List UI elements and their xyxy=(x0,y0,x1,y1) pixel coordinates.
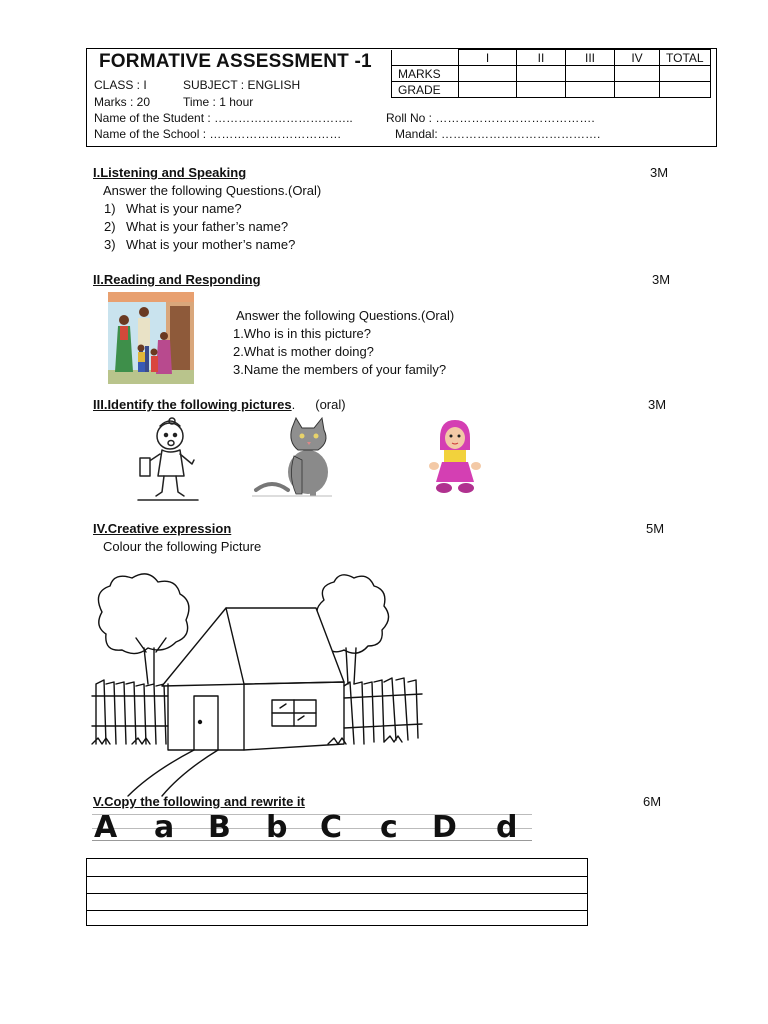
section-3-note: (oral) xyxy=(315,397,346,412)
column-header: I xyxy=(459,50,517,66)
section-5-marks: 6M xyxy=(643,794,662,809)
column-header: TOTAL xyxy=(660,50,711,66)
column-header: IV xyxy=(615,50,660,66)
row-header: GRADE xyxy=(392,82,459,98)
roll-number-field: Roll No : …………………………………. xyxy=(386,111,595,125)
mandal-field: Mandal: …………………………………. xyxy=(395,127,601,141)
section-3-marks: 3M xyxy=(648,397,667,412)
student-name-field: Name of the Student : …………………………….. xyxy=(94,111,353,125)
column-header: III xyxy=(566,50,615,66)
question-item: 1.Who is in this picture? xyxy=(233,326,372,341)
subject-label: SUBJECT : ENGLISH xyxy=(183,78,301,92)
section-3-title: III.Identify the following pictures xyxy=(93,397,292,412)
section-4-marks: 5M xyxy=(646,521,665,536)
letter-uppercase-d: D xyxy=(432,810,457,845)
question-item: 2.What is mother doing? xyxy=(233,344,374,359)
alphabet-letters xyxy=(92,810,532,846)
page-title: FORMATIVE ASSESSMENT -1 xyxy=(99,51,372,72)
writing-box[interactable] xyxy=(86,858,588,926)
letter-uppercase-b: B xyxy=(208,810,231,845)
header-box xyxy=(86,48,717,147)
marks-table-header xyxy=(392,50,711,66)
class-label: CLASS : I xyxy=(94,78,147,92)
letter-uppercase-a: A xyxy=(94,810,118,845)
question-item: 3) What is your mother’s name? xyxy=(104,237,296,252)
writing-line xyxy=(87,893,587,894)
table-row xyxy=(392,82,711,98)
house-drawing-icon xyxy=(92,572,422,798)
doll-icon xyxy=(428,418,482,494)
time-label: Time : 1 hour xyxy=(183,95,254,109)
section-1-instruction: Answer the following Questions.(Oral) xyxy=(103,183,322,198)
cat-icon xyxy=(252,416,338,500)
row-header: MARKS xyxy=(392,66,459,82)
question-item: 2) What is your father’s name? xyxy=(104,219,289,234)
section-5-title: V.Copy the following and rewrite it xyxy=(93,794,305,809)
section-2-title: II.Reading and Responding xyxy=(93,272,261,287)
letter-lowercase-d: d xyxy=(496,810,518,845)
boy-cartoon-icon xyxy=(136,416,202,502)
family-illustration-icon xyxy=(108,292,194,384)
section-4-title: IV.Creative expression xyxy=(93,521,232,536)
letter-uppercase-c: C xyxy=(320,810,343,845)
section-2-instruction: Answer the following Questions.(Oral) xyxy=(236,308,455,323)
section-2-marks: 3M xyxy=(652,272,671,287)
table-row xyxy=(392,66,711,82)
table-corner-cell xyxy=(392,50,459,66)
marks-label: Marks : 20 xyxy=(94,95,151,109)
writing-line xyxy=(87,910,587,911)
column-header: II xyxy=(517,50,566,66)
question-item: 1) What is your name? xyxy=(104,201,242,216)
section-1-marks: 3M xyxy=(650,165,669,180)
question-item: 3.Name the members of your family? xyxy=(233,362,447,377)
letter-lowercase-c: c xyxy=(380,810,398,845)
school-name-field: Name of the School : …………………………… xyxy=(94,127,342,141)
section-4-instruction: Colour the following Picture xyxy=(103,539,262,554)
letter-lowercase-b: b xyxy=(266,810,288,845)
section-1-title: I.Listening and Speaking xyxy=(93,165,247,180)
marks-table xyxy=(391,49,711,98)
letter-lowercase-a: a xyxy=(154,810,175,845)
section-3-heading: III.Identify the following pictures. (oral) xyxy=(93,397,346,412)
writing-line xyxy=(87,876,587,877)
